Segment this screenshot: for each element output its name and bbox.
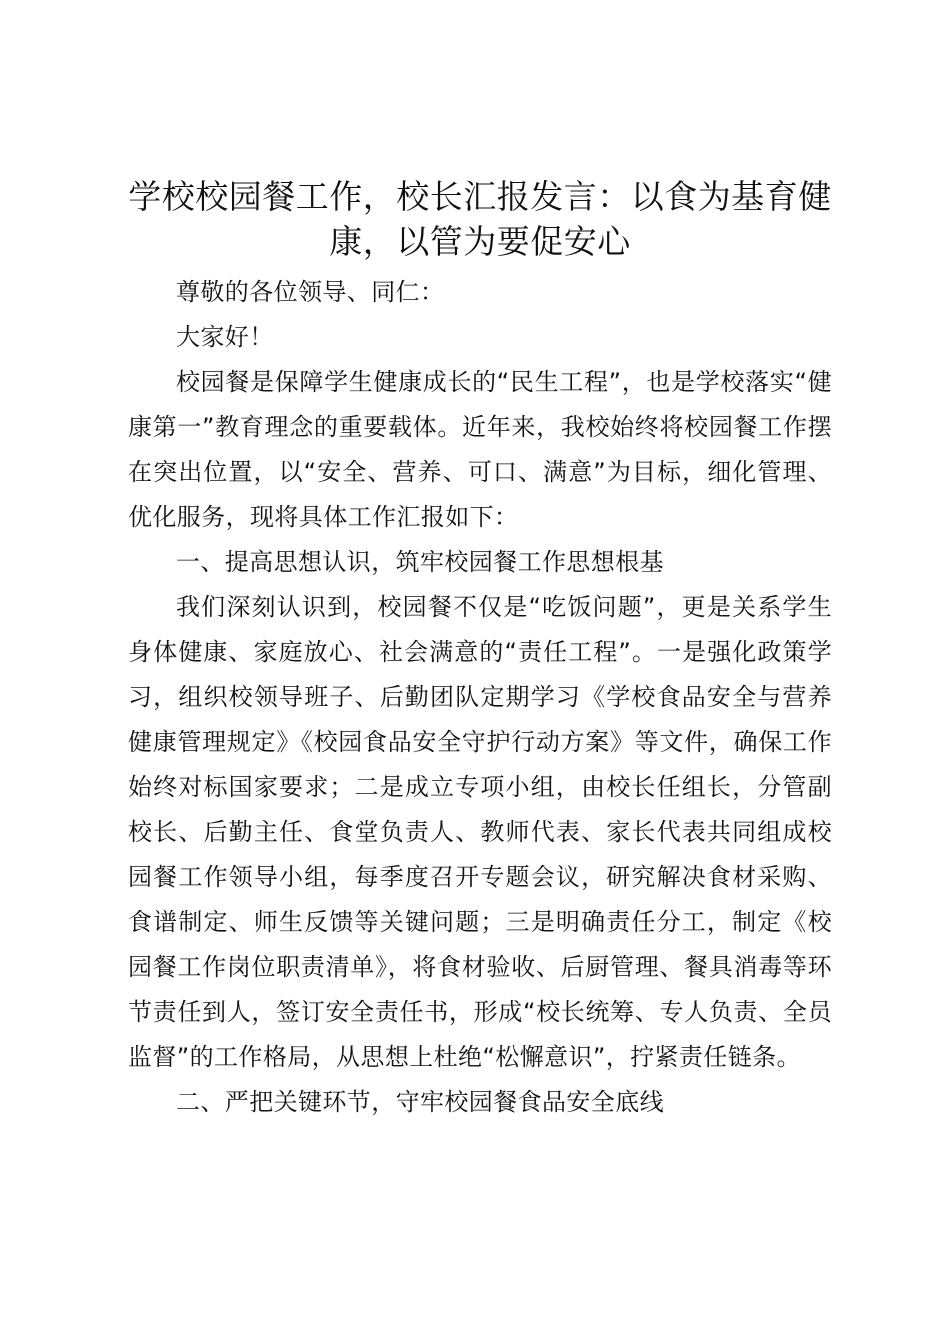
document-content (128, 174, 832, 1125)
section-1-heading: 一、提高思想认识，筑牢校园餐工作思想根基 (176, 548, 664, 576)
greeting: 大家好！ (176, 323, 274, 351)
section-1-paragraph: 我们深刻认识到，校园餐不仅是“吃饭问题”，更是关系学生身体健康、家庭放心、社会满意的“责任工程”。一是强化政策学习，组织校领导班子、后勤团队定期学习《学校食品安全与营养健康管理规定》《校园食品安全守护行动方案》等文件，确保工作始终对标国家要求；二是成立专项小组，由校长任组长，分管副校长、后勤主任、食堂负责人、教师代表、家长代表共同组成校园餐工作领导小组，每季度召开专题会议，研究解决食材采购、食谱制定、师生反馈等关键问题；三是明确责任分工，制定《校园餐工作岗位职责清单》，将食材验收、后厨管理、餐具消毒等环节责任到人，签订安全责任书，形成“校长统筹、专人负责、全员监督”的工作格局，从思想上杜绝“松懈意识”，拧紧责任链条。 (128, 593, 832, 1071)
intro-paragraph: 校园餐是保障学生健康成长的“民生工程”，也是学校落实“健康第一”教育理念的重要载体。近年来，我校始终将校园餐工作摆在突出位置，以“安全、营养、可口、满意”为目标，细化管理、优化服务，现将具体工作汇报如下： (128, 368, 832, 531)
section-2-heading: 二、严把关键环节，守牢校园餐食品安全底线 (176, 1088, 664, 1116)
salutation: 尊敬的各位领导、同仁： (176, 278, 445, 306)
document-title: 学校校园餐工作，校长汇报发言：以食为基育健康，以管为要促安心 (128, 177, 832, 261)
